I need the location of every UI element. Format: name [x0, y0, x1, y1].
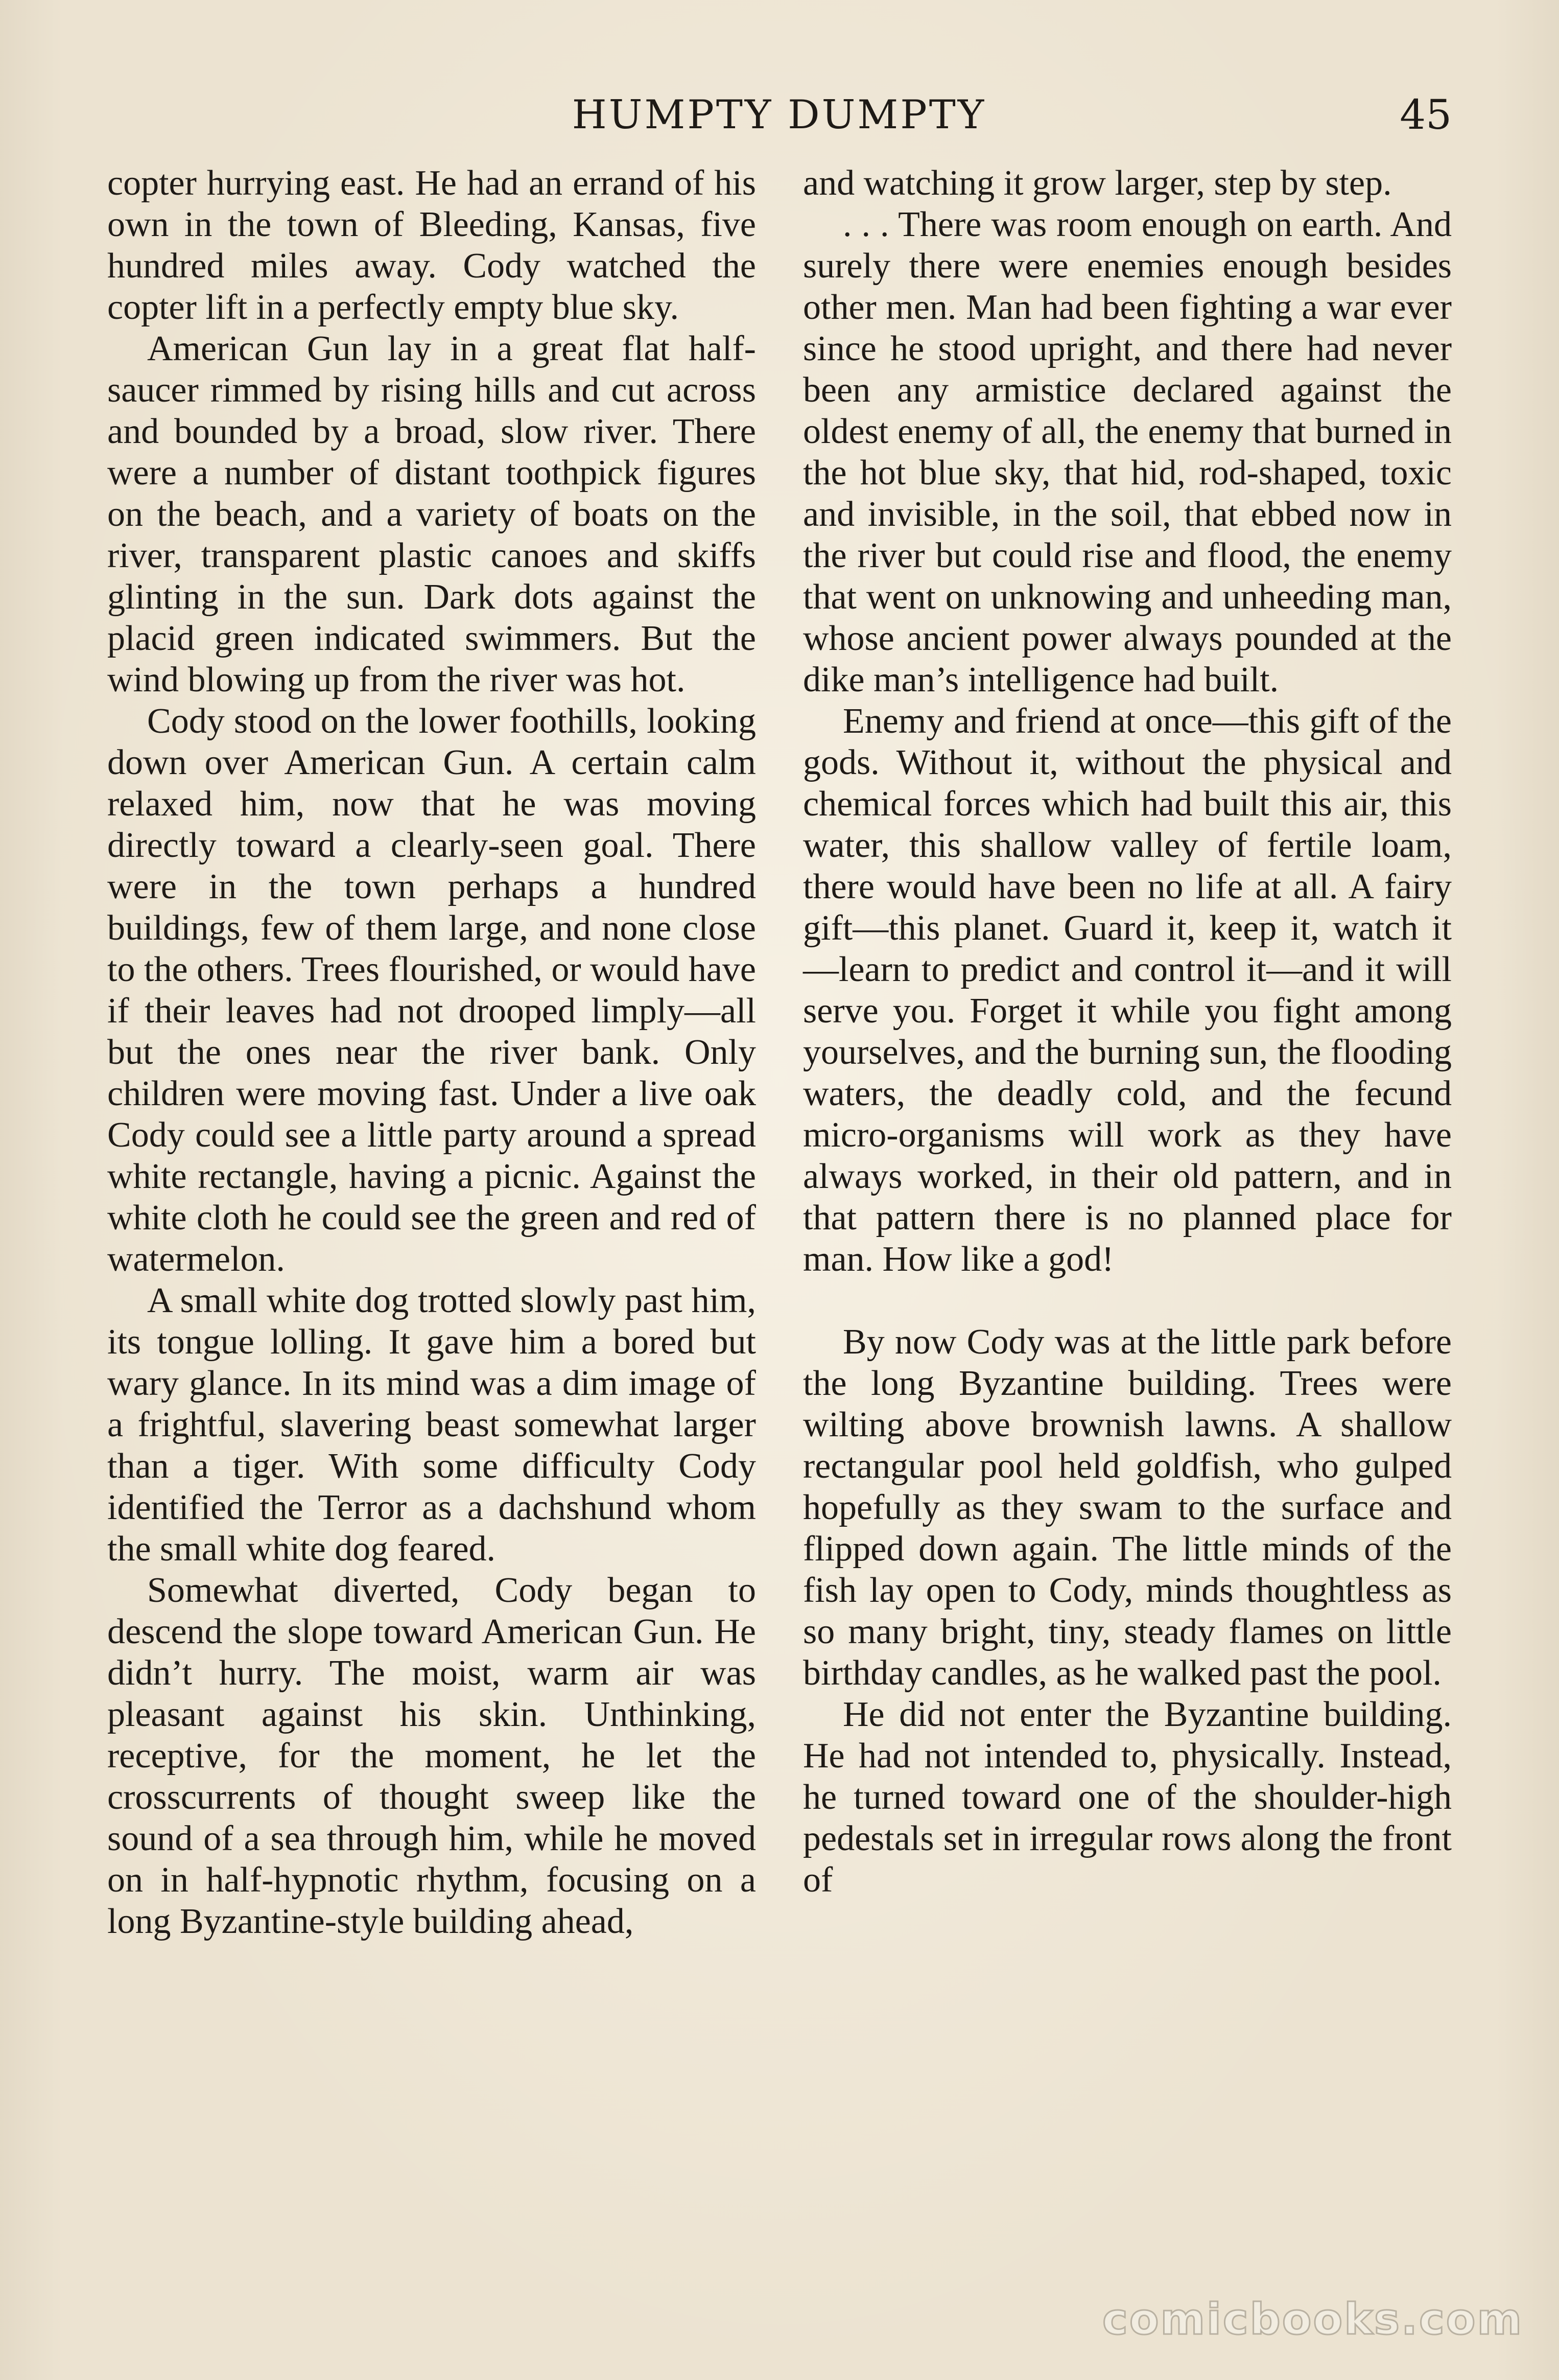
paragraph: . . . There was room enough on earth. And surely there were enemies enough besides other men. Man had been fighting a war ever since he stood upright, and there had never been any armistice declared against the oldest enemy of all, the enemy that burned in the hot blue sky, that hid, rod-shaped, toxic and invisible, in the soil, that ebbed now in the river but could rise and flood, the enemy that went on unknowing and unheeding man, whose ancient power always pounded at the dike man’s intelligence had built. — [803, 205, 1452, 699]
paragraph: American Gun lay in a great flat half-saucer rimmed by rising hills and cut across and bounded by a broad, slow river. There were a number of distant toothpick figures on the beach, and a variety of boats on the river, transparent plastic canoes and skiffs glinting in the sun. Dark dots against the placid green indicated swimmers. But the wind blowing up from the river was hot. — [107, 329, 756, 699]
paragraph: By now Cody was at the little park before the long Byzantine building. Trees were wilting above brownish lawns. A shallow rectangular pool held goldfish, who gulped hopefully as they swam to the surface and flipped down again. The little minds of the fish lay open to Cody, minds thoughtless as so many bright, tiny, steady flames on little birthday candles, as he walked past the pool. — [803, 1322, 1452, 1693]
paragraph: Cody stood on the lower foothills, looking down over American Gun. A certain calm relaxed him, now that he was moving directly toward a clearly-seen goal. There were in the town perhaps a hundred buildings, few of them large, and none close to the others. Trees flourished, or would have if their leaves had not drooped limply—all but the ones near the river bank. Only children were moving fast. Under a live oak Cody could see a little party around a spread white rectangle, having a picnic. Against the white cloth he could see the green and red of watermelon. — [107, 702, 756, 1279]
right-column — [803, 162, 1452, 1901]
paragraph: and watching it grow larger, step by step. — [803, 164, 1392, 203]
paragraph: A small white dog trotted slowly past him, its tongue lolling. It gave him a bored but wary glance. In its mind was a dim image of a frightful, slavering beast somewhat larger than a tiger. With some difficulty Cody identified the Terror as a dachshund whom the small white dog feared. — [107, 1281, 756, 1569]
running-header — [0, 87, 1559, 143]
paragraph: He did not enter the Byzantine building. He had not intended to, physically. Instead, he turned toward one of the shoulder-high pedestals set in irregular rows along the front of — [803, 1695, 1452, 1900]
paragraph: Somewhat diverted, Cody began to descend the slope toward American Gun. He didn’t hurry. The moist, warm air was pleasant against his skin. Unthinking, receptive, for the moment, he let the crosscurrents of thought sweep like the sound of a sea through him, while he moved on in half-hypnotic rhythm, focusing on a long Byzantine-style building ahead, — [107, 1571, 756, 1941]
paragraph: Enemy and friend at once—this gift of the gods. Without it, without the physical and chemical forces which had built this air, this water, this shallow valley of fertile loam, there would have been no life at all. A fairy gift—this planet. Guard it, keep it, watch it—learn to predict and control it—and it will serve you. Forget it while you fight among yourselves, and the burning sun, the flooding waters, the deadly cold, and the fecund micro-organisms will work as they have always worked, in their old pattern, and in that pattern there is no planned place for man. How like a god! — [803, 702, 1452, 1279]
left-column — [107, 162, 756, 1942]
watermark: comicbooks.com — [1102, 2294, 1523, 2344]
paragraph: copter hurrying east. He had an errand of his own in the town of Bleeding, Kansas, five hundred miles away. Cody watched the copter lift in a perfectly empty blue sky. — [107, 164, 756, 327]
running-title: HUMPTY DUMPTY — [572, 92, 986, 138]
page-number: 45 — [1400, 91, 1452, 138]
